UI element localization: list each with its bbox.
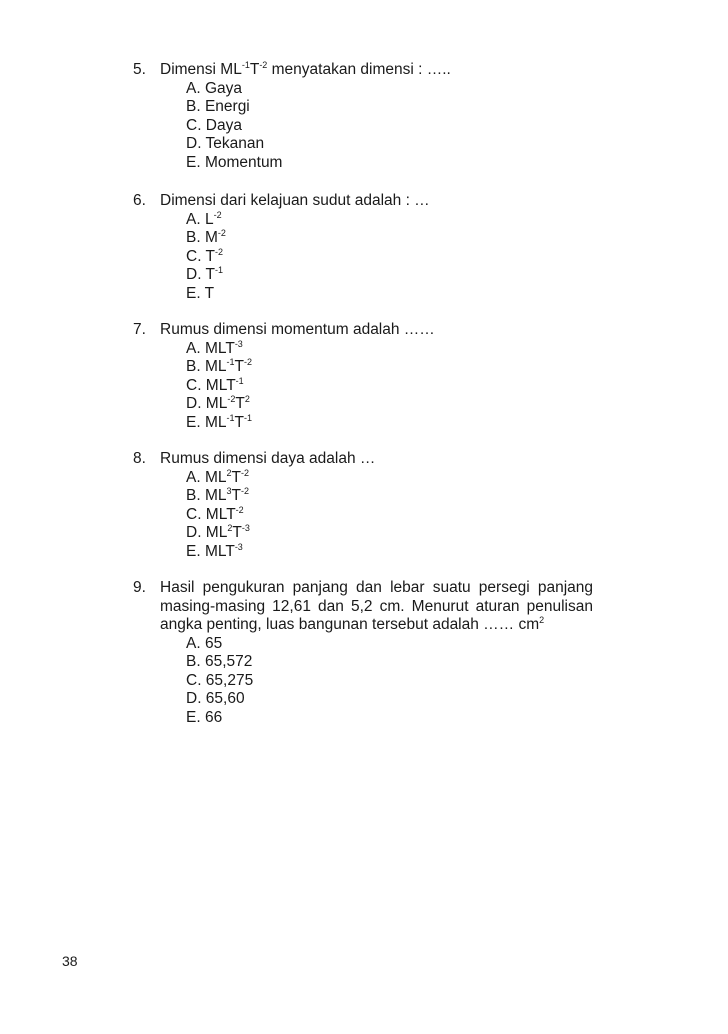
superscript-exponent: -2 xyxy=(243,357,252,367)
text-segment: B. M xyxy=(186,229,218,246)
text-segment: E. 66 xyxy=(186,708,223,726)
question-text xyxy=(160,61,451,80)
answer-option-c xyxy=(186,506,593,525)
superscript-exponent: -2 xyxy=(240,486,249,496)
answer-option-d xyxy=(186,266,593,285)
superscript-exponent: -2 xyxy=(235,504,244,515)
superscript-exponent: -1 xyxy=(241,60,250,70)
answer-option-d xyxy=(186,524,593,543)
superscript-exponent: -2 xyxy=(227,394,236,404)
text-segment: B. Energi xyxy=(186,98,250,115)
text-segment: A. 65 xyxy=(186,634,223,652)
text-segment: T xyxy=(231,487,241,504)
text-segment: E. T xyxy=(186,284,215,302)
answer-option-a xyxy=(186,340,593,359)
question-7 xyxy=(133,321,593,432)
question-text xyxy=(160,450,375,469)
question-9 xyxy=(133,579,593,727)
question-number: 6. xyxy=(133,192,146,209)
answer-option-b xyxy=(186,358,593,377)
answer-option-c xyxy=(186,117,593,136)
text-segment: D. 65,60 xyxy=(186,690,245,707)
question-text xyxy=(160,579,593,635)
text-segment: B. ML xyxy=(186,487,227,504)
answer-option-a xyxy=(186,80,593,99)
text-segment: B. 65,572 xyxy=(186,653,253,670)
text-segment: Dimensi dari kelajuan sudut adalah : … xyxy=(160,192,430,209)
answer-option-e xyxy=(186,709,593,728)
text-segment: C. MLT xyxy=(186,376,236,394)
text-segment: Rumus dimensi momentum adalah …… xyxy=(160,321,435,338)
superscript-exponent: -1 xyxy=(243,412,252,423)
answer-option-d xyxy=(186,395,593,414)
superscript-exponent: -2 xyxy=(217,228,226,238)
answer-option-b xyxy=(186,98,593,117)
text-segment: C. 65,275 xyxy=(186,671,254,689)
page-number: 38 xyxy=(62,953,78,969)
text-segment: D. Tekanan xyxy=(186,135,265,152)
text-segment: T xyxy=(234,413,244,431)
text-segment: C. Daya xyxy=(186,116,242,134)
superscript-exponent: -1 xyxy=(226,357,235,367)
answer-option-b xyxy=(186,229,593,248)
superscript-exponent: 2 xyxy=(227,523,233,533)
text-segment: T xyxy=(232,524,242,541)
superscript-exponent: -2 xyxy=(259,60,268,70)
superscript-exponent: -1 xyxy=(235,375,244,386)
answer-option-a xyxy=(186,635,593,654)
answer-option-e xyxy=(186,154,593,173)
superscript-exponent: -3 xyxy=(234,541,243,552)
superscript-exponent: 2 xyxy=(226,467,232,478)
text-segment: D. ML xyxy=(186,524,228,541)
superscript-exponent: -2 xyxy=(240,467,249,478)
answer-option-e xyxy=(186,543,593,562)
superscript-exponent: 2 xyxy=(539,615,545,625)
answer-option-a xyxy=(186,469,593,488)
superscript-exponent: -2 xyxy=(215,246,224,257)
text-segment: C. MLT xyxy=(186,505,236,523)
answer-option-b xyxy=(186,487,593,506)
text-segment: T xyxy=(234,358,244,375)
text-segment: A. MLT xyxy=(186,339,235,357)
text-segment: A. L xyxy=(186,210,214,228)
question-text xyxy=(160,321,435,340)
text-segment: B. ML xyxy=(186,358,227,375)
text-segment: A. Gaya xyxy=(186,79,242,97)
question-6 xyxy=(133,192,593,303)
answer-option-a xyxy=(186,211,593,230)
text-segment: Rumus dimensi daya adalah … xyxy=(160,450,376,467)
text-segment: D. T xyxy=(186,266,215,283)
superscript-exponent: 3 xyxy=(226,486,232,496)
superscript-exponent: -1 xyxy=(226,412,235,423)
answer-option-e xyxy=(186,285,593,304)
superscript-exponent: -3 xyxy=(241,523,250,533)
superscript-exponent: -2 xyxy=(213,209,222,220)
answer-option-d xyxy=(186,690,593,709)
text-segment: Hasil pengukuran panjang dan lebar suatu persegi panjang masing-masing 12,61 dan 5,2 cm. Menurut aturan penulisan angka penting, luas bangunan tersebut adalah …… cm xyxy=(160,579,593,633)
text-segment: E. MLT xyxy=(186,542,235,560)
text-segment: E. ML xyxy=(186,413,227,431)
text-segment: D. ML xyxy=(186,395,228,412)
question-number: 9. xyxy=(133,579,146,596)
text-segment: E. Momentum xyxy=(186,153,283,171)
text-segment: Dimensi ML xyxy=(160,61,242,78)
text-segment: T xyxy=(235,395,245,412)
answer-option-c xyxy=(186,377,593,396)
question-number: 8. xyxy=(133,450,146,467)
answer-option-b xyxy=(186,653,593,672)
question-5 xyxy=(133,61,593,172)
question-number: 5. xyxy=(133,61,146,78)
superscript-exponent: 2 xyxy=(244,394,250,404)
text-segment: T xyxy=(249,61,260,78)
text-segment: menyatakan dimensi : ….. xyxy=(267,61,451,78)
question-number: 7. xyxy=(133,321,146,338)
text-segment: C. T xyxy=(186,247,215,265)
answer-option-c xyxy=(186,672,593,691)
answer-option-d xyxy=(186,135,593,154)
text-segment: A. ML xyxy=(186,468,227,486)
superscript-exponent: -1 xyxy=(215,265,224,275)
superscript-exponent: -3 xyxy=(234,338,243,349)
question-8 xyxy=(133,450,593,561)
text-segment: T xyxy=(231,468,241,486)
answer-option-e xyxy=(186,414,593,433)
question-text xyxy=(160,192,430,211)
answer-option-c xyxy=(186,248,593,267)
